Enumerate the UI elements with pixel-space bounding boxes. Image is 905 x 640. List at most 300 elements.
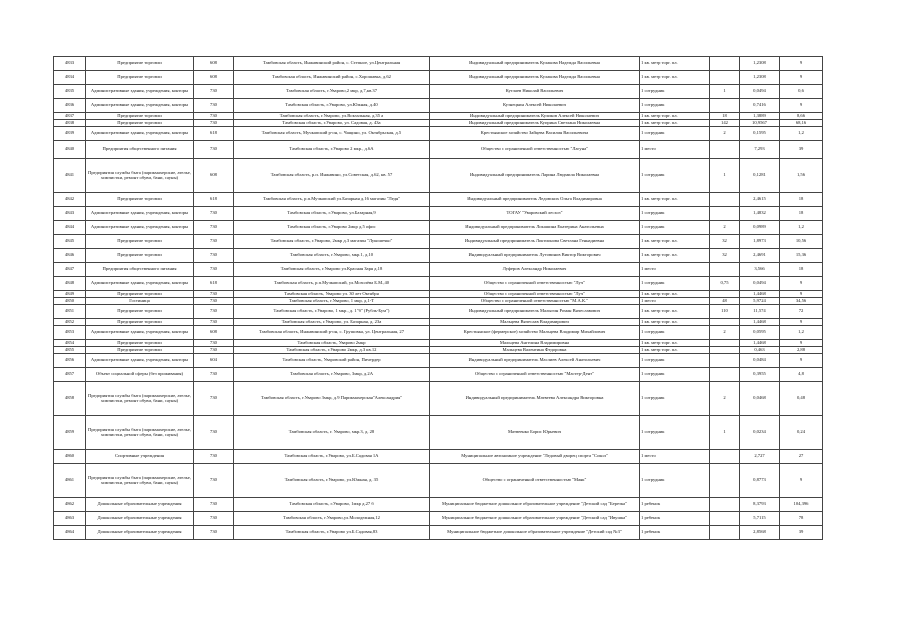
value-cell: 0,1281 bbox=[740, 159, 780, 193]
record-number-cell: 4857 bbox=[54, 368, 86, 382]
rate-cell: 0,24 bbox=[780, 416, 823, 450]
organization-cell: Крестьянское (фермерское) хозяйство Мальцева Владимир Михайлович bbox=[430, 326, 640, 340]
unit-cell: 1 сотрудник bbox=[640, 382, 710, 416]
table-row bbox=[54, 498, 823, 512]
record-number-cell: 4841 bbox=[54, 159, 86, 193]
address-cell: Тамбовская область, р.п.Мучкапский ул.Базарная д.16 магазин "Ледя" bbox=[234, 193, 430, 207]
record-number-cell: 4858 bbox=[54, 382, 86, 416]
rate-cell: 34,56 bbox=[780, 298, 823, 305]
quantity-cell: 0,75 bbox=[710, 277, 740, 291]
value-cell: 8,3793 bbox=[740, 498, 780, 512]
address-cell: Тамбовская область, г.Уварово, 2мкр д.3 магазин "Лукошечко" bbox=[234, 235, 430, 249]
value-cell: 0,0468 bbox=[740, 382, 780, 416]
object-type-cell: Административные здания, учреждения, конторы bbox=[86, 221, 194, 235]
address-cell: Тамбовская область, г.Уварово 2мкр д.5 офис bbox=[234, 221, 430, 235]
object-type-cell: Дошкольные образовательные учреждения bbox=[86, 526, 194, 540]
table-row bbox=[54, 368, 823, 382]
unit-cell: 1 кв. метр торг. пл. bbox=[640, 291, 710, 298]
object-type-cell: Административные здания, учреждения, конторы bbox=[86, 207, 194, 221]
organization-cell: Индивидуальный предприниматель Кулакова Надежда Васильевна bbox=[430, 57, 640, 71]
address-cell: Тамбовская область, г.Уварово 2мкр, д.3 кв.12 bbox=[234, 347, 430, 354]
code-cell: 730 bbox=[194, 221, 234, 235]
object-type-cell: Предприятие торговли bbox=[86, 347, 194, 354]
record-number-cell: 4838 bbox=[54, 120, 86, 127]
organization-cell: Общество с ограниченной ответственностью "Маяк" bbox=[430, 464, 640, 498]
value-cell: 1,3889 bbox=[740, 113, 780, 120]
table-row bbox=[54, 291, 823, 298]
object-type-cell: Административные здания, учреждения, конторы bbox=[86, 354, 194, 368]
code-cell: 730 bbox=[194, 347, 234, 354]
organization-cell: Муниципальное автономное учреждение "Ледовый дворец спорта "Сокол" bbox=[430, 450, 640, 464]
address-cell: Тамбовская область, г.Уварово ул.Б.Садовая,83 bbox=[234, 526, 430, 540]
record-number-cell: 4839 bbox=[54, 127, 86, 141]
table-row bbox=[54, 298, 823, 305]
object-type-cell: Гостиница bbox=[86, 298, 194, 305]
record-number-cell: 4846 bbox=[54, 249, 86, 263]
object-type-cell: Административные здания, учреждения, конторы bbox=[86, 326, 194, 340]
value-cell: 2,4691 bbox=[740, 249, 780, 263]
unit-cell: 1 сотрудник bbox=[640, 354, 710, 368]
rate-cell: 9 bbox=[780, 57, 823, 71]
rate-cell: 9 bbox=[780, 319, 823, 326]
value-cell: 2,727 bbox=[740, 450, 780, 464]
record-number-cell: 4852 bbox=[54, 319, 86, 326]
code-cell: 730 bbox=[194, 207, 234, 221]
rate-cell: 9 bbox=[780, 354, 823, 368]
organization-cell: Индивидуальный предприниматель Маслиев Алексей Анатольевич bbox=[430, 354, 640, 368]
address-cell: Тамбовская область, г.Уварово 3мкр, д.9 Парикмахерская"Александрия" bbox=[234, 382, 430, 416]
address-cell: Тамбовская область, г.Уварово, 3мкр, д.2А bbox=[234, 368, 430, 382]
address-cell: Тамбовская область, г.Уварово ул.Красная Заря д.18 bbox=[234, 263, 430, 277]
quantity-cell bbox=[710, 354, 740, 368]
table-row bbox=[54, 347, 823, 354]
value-cell: 0,8773 bbox=[740, 464, 780, 498]
code-cell: 730 bbox=[194, 319, 234, 326]
quantity-cell bbox=[710, 340, 740, 347]
value-cell: 2,8568 bbox=[740, 526, 780, 540]
quantity-cell bbox=[710, 464, 740, 498]
quantity-cell: 142 bbox=[710, 120, 740, 127]
address-cell: Тамбовская область, г.Уварово 2 мкр., д.6А bbox=[234, 141, 430, 159]
quantity-cell: 2 bbox=[710, 326, 740, 340]
record-number-cell: 4860 bbox=[54, 450, 86, 464]
record-number-cell: 4851 bbox=[54, 305, 86, 319]
rate-cell: 9 bbox=[780, 291, 823, 298]
value-cell: 1,4832 bbox=[740, 207, 780, 221]
rate-cell: 27 bbox=[780, 450, 823, 464]
organization-cell: Кутлаев Николай Васильевич bbox=[430, 85, 640, 99]
quantity-cell bbox=[710, 71, 740, 85]
organization-cell: Мальцева Валентина Федоровна bbox=[430, 347, 640, 354]
record-number-cell: 4850 bbox=[54, 298, 86, 305]
organization-cell: Индивидуальный предприниматель Матвеева Александра Викторовна bbox=[430, 382, 640, 416]
rate-cell: 0,48 bbox=[780, 382, 823, 416]
quantity-cell: 18 bbox=[710, 113, 740, 120]
unit-cell: 1 сотрудник bbox=[640, 221, 710, 235]
code-cell: 730 bbox=[194, 464, 234, 498]
quantity-cell: 48 bbox=[710, 298, 740, 305]
unit-cell: 1 сотрудник bbox=[640, 99, 710, 113]
value-cell: 10,9567 bbox=[740, 120, 780, 127]
code-cell: 730 bbox=[194, 512, 234, 526]
quantity-cell bbox=[710, 141, 740, 159]
quantity-cell: 32 bbox=[710, 235, 740, 249]
organization-cell: Общество с ограниченной ответственностью "Луч" bbox=[430, 291, 640, 298]
quantity-cell: 110 bbox=[710, 305, 740, 319]
table-row bbox=[54, 326, 823, 340]
value-cell: 2,4615 bbox=[740, 193, 780, 207]
unit-cell: 1 сотрудник bbox=[640, 127, 710, 141]
record-number-cell: 4849 bbox=[54, 291, 86, 298]
organization-cell: Мальцева Ангелина Владимировна bbox=[430, 340, 640, 347]
address-cell: Тамбовская область, г.Уварово, ул.Б.Садовая 1А bbox=[234, 450, 430, 464]
record-number-cell: 4835 bbox=[54, 85, 86, 99]
quantity-cell bbox=[710, 263, 740, 277]
value-cell: 0,0494 bbox=[740, 85, 780, 99]
object-type-cell: Предприятия общественного питания bbox=[86, 263, 194, 277]
code-cell: 604 bbox=[194, 354, 234, 368]
unit-cell: 1 сотрудник bbox=[640, 159, 710, 193]
code-cell: 618 bbox=[194, 277, 234, 291]
object-type-cell: Предприятие торговли bbox=[86, 193, 194, 207]
record-number-cell: 4844 bbox=[54, 221, 86, 235]
organization-cell: Общество с ограниченной ответственностью "Лагуна" bbox=[430, 141, 640, 159]
code-cell: 608 bbox=[194, 326, 234, 340]
table-row bbox=[54, 85, 823, 99]
value-cell: 0,0595 bbox=[740, 326, 780, 340]
value-cell: 11,574 bbox=[740, 305, 780, 319]
rate-cell: 1,56 bbox=[780, 159, 823, 193]
quantity-cell bbox=[710, 99, 740, 113]
rate-cell: 9 bbox=[780, 277, 823, 291]
table-row bbox=[54, 221, 823, 235]
record-number-cell: 4842 bbox=[54, 193, 86, 207]
code-cell: 730 bbox=[194, 298, 234, 305]
organization-cell: Кузнецкин Алексей Николаевич bbox=[430, 99, 640, 113]
address-cell: Тамбовская область, г. Уварово, мкр.3, д. 28 bbox=[234, 416, 430, 450]
table-row bbox=[54, 235, 823, 249]
code-cell: 730 bbox=[194, 305, 234, 319]
unit-cell: 1 сотрудник bbox=[640, 207, 710, 221]
value-cell: 5,7115 bbox=[740, 512, 780, 526]
record-number-cell: 4864 bbox=[54, 526, 86, 540]
rate-cell: 39 bbox=[780, 141, 823, 159]
unit-cell: 1 сотрудник bbox=[640, 277, 710, 291]
object-type-cell: Предприятие торговли bbox=[86, 249, 194, 263]
record-number-cell: 4863 bbox=[54, 512, 86, 526]
unit-cell: 1 место bbox=[640, 263, 710, 277]
organization-cell: Индивидуальный предприниматель Ларина Людмила Николаевна bbox=[430, 159, 640, 193]
value-cell: 0,3955 bbox=[740, 368, 780, 382]
value-cell: 1,4468 bbox=[740, 319, 780, 326]
organization-cell: Муниципальное бюджетное дошкольное образовательное учреждение "Детский сад №3" bbox=[430, 526, 640, 540]
unit-cell: 1 место bbox=[640, 298, 710, 305]
unit-cell: 1 кв. метр торг. пл. bbox=[640, 305, 710, 319]
object-type-cell: Предприятие торговли bbox=[86, 71, 194, 85]
object-type-cell: Предприятие торговли bbox=[86, 113, 194, 120]
organization-cell: Индивидуальный предприниматель Куприна Светлана Николаевна bbox=[430, 120, 640, 127]
rate-cell: 4,8 bbox=[780, 368, 823, 382]
organization-cell: Индивидуальный предприниматель Малыгин Роман Вячеславович bbox=[430, 305, 640, 319]
organization-cell: Общество с ограниченной ответственностью "М.А.К." bbox=[430, 298, 640, 305]
record-number-cell: 4861 bbox=[54, 464, 86, 498]
object-type-cell: Дошкольные образовательные учреждения bbox=[86, 512, 194, 526]
rate-cell: 8,66 bbox=[780, 113, 823, 120]
value-cell: 0,0494 bbox=[740, 277, 780, 291]
rate-cell: 72 bbox=[780, 305, 823, 319]
address-cell: Тамбовская область, г.Уварово, ул. Садовая, д. 43а bbox=[234, 120, 430, 127]
object-type-cell: Спортивные учреждения bbox=[86, 450, 194, 464]
unit-cell: 1 кв. метр торг. пл. bbox=[640, 235, 710, 249]
code-cell: 730 bbox=[194, 382, 234, 416]
record-number-cell: 4854 bbox=[54, 340, 86, 347]
quantity-cell bbox=[710, 347, 740, 354]
code-cell: 608 bbox=[194, 57, 234, 71]
object-type-cell: Предприятие торговли bbox=[86, 319, 194, 326]
organization-cell: Индивидуальный предприниматель Ледовских Ольга Владимировна bbox=[430, 193, 640, 207]
table-row bbox=[54, 71, 823, 85]
unit-cell: 1 сотрудник bbox=[640, 85, 710, 99]
unit-cell: 1 ребенок bbox=[640, 512, 710, 526]
record-number-cell: 4833 bbox=[54, 57, 86, 71]
code-cell: 730 bbox=[194, 291, 234, 298]
address-cell: Тамбовская область, г.Уварово, ул.Южная, д.40 bbox=[234, 99, 430, 113]
organization-cell: Муниципальное бюджетное дошкольное образовательное учреждение "Детский сад "Березка" bbox=[430, 498, 640, 512]
organization-cell: Индивидуальный предприниматель Кулакова Надежда Васильевна bbox=[430, 71, 640, 85]
code-cell: 730 bbox=[194, 141, 234, 159]
object-type-cell: Предприятия общественного питания bbox=[86, 141, 194, 159]
rate-cell: 1,2 bbox=[780, 221, 823, 235]
unit-cell: 1 сотрудник bbox=[640, 416, 710, 450]
address-cell: Тамбовская область, Инжавинский район, с. Степное, ул.Центральная bbox=[234, 57, 430, 71]
unit-cell: 1 сотрудник bbox=[640, 326, 710, 340]
code-cell: 730 bbox=[194, 368, 234, 382]
object-type-cell: Предприятия службы быта (парикмахерские, ателье, химчистки, ремонт обуви, бани, сауны) bbox=[86, 416, 194, 450]
object-type-cell: Предприятия службы быта (парикмахерские, ателье, химчистки, ремонт обуви, бани, сауны) bbox=[86, 159, 194, 193]
address-cell: Тамбовская область, г.Уварово, 1 мкр, д.1-Т bbox=[234, 298, 430, 305]
unit-cell: 1 кв. метр торг. пл. bbox=[640, 249, 710, 263]
table-body bbox=[54, 57, 823, 540]
rate-cell: 9 bbox=[780, 464, 823, 498]
table-row bbox=[54, 120, 823, 127]
quantity-cell bbox=[710, 319, 740, 326]
address-cell: Тамбовская область, г.Уварово,2 мкр, д.7,кв.37 bbox=[234, 85, 430, 99]
record-number-cell: 4834 bbox=[54, 71, 86, 85]
rate-cell: 1,2 bbox=[780, 127, 823, 141]
record-number-cell: 4855 bbox=[54, 347, 86, 354]
code-cell: 730 bbox=[194, 249, 234, 263]
rate-cell: 9 bbox=[780, 71, 823, 85]
table-row bbox=[54, 159, 823, 193]
code-cell: 730 bbox=[194, 450, 234, 464]
quantity-cell bbox=[710, 193, 740, 207]
table-row bbox=[54, 382, 823, 416]
rate-cell: 2,88 bbox=[780, 347, 823, 354]
quantity-cell bbox=[710, 450, 740, 464]
code-cell: 618 bbox=[194, 127, 234, 141]
table-row bbox=[54, 305, 823, 319]
quantity-cell: 2 bbox=[710, 382, 740, 416]
object-type-cell: Предприятие торговли bbox=[86, 291, 194, 298]
organization-cell: Общество с ограниченной ответственностью "Луч" bbox=[430, 277, 640, 291]
value-cell: 3,566 bbox=[740, 263, 780, 277]
object-type-cell: Административные здания, учреждения, конторы bbox=[86, 99, 194, 113]
table-row bbox=[54, 57, 823, 71]
value-cell: 0,1595 bbox=[740, 127, 780, 141]
organization-cell: Индивидуальный предприниматель Локашина Екатерина Анатольевна bbox=[430, 221, 640, 235]
quantity-cell bbox=[710, 57, 740, 71]
table-row bbox=[54, 450, 823, 464]
quantity-cell: 1 bbox=[710, 416, 740, 450]
table-row bbox=[54, 113, 823, 120]
organization-cell: Крестьянское хозяйство Зайцева Василия Васильевича bbox=[430, 127, 640, 141]
object-type-cell: Административные здания, учреждения, конторы bbox=[86, 127, 194, 141]
unit-cell: 1 кв. метр торг. пл. bbox=[640, 71, 710, 85]
quantity-cell: 1 bbox=[710, 159, 740, 193]
table-row bbox=[54, 263, 823, 277]
address-cell: Тамбовская область, Уваровский район, Пичердер bbox=[234, 354, 430, 368]
address-cell: Тамбовская область, Уварово ул. 30 лет Октября bbox=[234, 291, 430, 298]
table-row bbox=[54, 319, 823, 326]
rate-cell: 18 bbox=[780, 263, 823, 277]
quantity-cell: 1 bbox=[710, 85, 740, 99]
table-row bbox=[54, 416, 823, 450]
table-row bbox=[54, 526, 823, 540]
address-cell: Тамбовская область, р.п. Инжавино, ул.Советская, д.62, кв. 57 bbox=[234, 159, 430, 193]
code-cell: 608 bbox=[194, 159, 234, 193]
record-number-cell: 4836 bbox=[54, 99, 86, 113]
quantity-cell: 2 bbox=[710, 127, 740, 141]
address-cell: Тамбовская область, Инжавинский район, с.Хорошавка, д.62 bbox=[234, 71, 430, 85]
value-cell: 0,0989 bbox=[740, 221, 780, 235]
value-cell: 1,4468 bbox=[740, 340, 780, 347]
code-cell: 730 bbox=[194, 498, 234, 512]
organization-cell: Общество с ограниченной ответственностью "Мастер-Дент" bbox=[430, 368, 640, 382]
value-cell: 0,7416 bbox=[740, 99, 780, 113]
value-cell: 0,0234 bbox=[740, 416, 780, 450]
organization-cell: Муниципальное бюджетное дошкольное образовательное учреждение "Детский сад "Ивушка" bbox=[430, 512, 640, 526]
record-number-cell: 4837 bbox=[54, 113, 86, 120]
code-cell: 608 bbox=[194, 71, 234, 85]
value-cell: 5,9724 bbox=[740, 298, 780, 305]
address-cell: Тамбовская область, г.Уварово, 1мкр д.27 б bbox=[234, 498, 430, 512]
object-type-cell: Предприятия службы быта (парикмахерские, ателье, химчистки, ремонт обуви, бани, сауны) bbox=[86, 464, 194, 498]
record-number-cell: 4853 bbox=[54, 326, 86, 340]
record-number-cell: 4848 bbox=[54, 277, 86, 291]
quantity-cell: 2 bbox=[710, 221, 740, 235]
quantity-cell bbox=[710, 207, 740, 221]
address-cell: Тамбовская область, г.Уварово,ул.Молодежная,12 bbox=[234, 512, 430, 526]
unit-cell: 1 ребенок bbox=[640, 498, 710, 512]
object-type-cell: Предприятие торговли bbox=[86, 235, 194, 249]
organization-cell: Индивидуальный предприниматель Локтионова Светлана Геннадиевна bbox=[430, 235, 640, 249]
record-number-cell: 4843 bbox=[54, 207, 86, 221]
object-type-cell: Предприятия службы быта (парикмахерские, ателье, химчистки, ремонт обуви, бани, сауны) bbox=[86, 382, 194, 416]
unit-cell: 1 кв. метр торг. пл. bbox=[640, 347, 710, 354]
value-cell: 1,4468 bbox=[740, 291, 780, 298]
table-row bbox=[54, 512, 823, 526]
unit-cell: 1 кв. метр торг. пл. bbox=[640, 113, 710, 120]
value-cell: 1,8973 bbox=[740, 235, 780, 249]
rate-cell: 18 bbox=[780, 193, 823, 207]
unit-cell: 1 сотрудник bbox=[640, 368, 710, 382]
code-cell: 730 bbox=[194, 113, 234, 120]
record-number-cell: 4862 bbox=[54, 498, 86, 512]
table-row bbox=[54, 249, 823, 263]
record-number-cell: 4845 bbox=[54, 235, 86, 249]
rate-cell: 9 bbox=[780, 99, 823, 113]
unit-cell: 1 сотрудник bbox=[640, 464, 710, 498]
rate-cell: 0,6 bbox=[780, 85, 823, 99]
object-type-cell: Дошкольные образовательные учреждения bbox=[86, 498, 194, 512]
object-type-cell: Административные здания, учреждения, конторы bbox=[86, 277, 194, 291]
address-cell: Тамбовская область, г.Уварово, 1 мкр., д. 1"б" (Рубль-Бум") bbox=[234, 305, 430, 319]
address-cell: Тамбовская область, р.п.Мучкапский, ул.Мозолёва Б.М.,40 bbox=[234, 277, 430, 291]
object-type-cell: Предприятие торговли bbox=[86, 57, 194, 71]
organization-cell: Индивидуальный предприниматель Лутовинов Виктор Викторович bbox=[430, 249, 640, 263]
object-type-cell: Административные здания, учреждения, конторы bbox=[86, 85, 194, 99]
code-cell: 730 bbox=[194, 263, 234, 277]
quantity-cell bbox=[710, 512, 740, 526]
unit-cell: 1 место bbox=[640, 450, 710, 464]
organization-cell: Луферов Александр Николаевич bbox=[430, 263, 640, 277]
unit-cell: 1 кв. метр торг. пл. bbox=[640, 340, 710, 347]
record-number-cell: 4840 bbox=[54, 141, 86, 159]
quantity-cell bbox=[710, 291, 740, 298]
table-row bbox=[54, 141, 823, 159]
records-table bbox=[53, 56, 823, 540]
rate-cell: 18 bbox=[780, 207, 823, 221]
table-row bbox=[54, 207, 823, 221]
value-cell: 1,2308 bbox=[740, 57, 780, 71]
table-row bbox=[54, 99, 823, 113]
table-row bbox=[54, 464, 823, 498]
unit-cell: 1 кв. метр торг. пл. bbox=[640, 57, 710, 71]
rate-cell: 10,56 bbox=[780, 235, 823, 249]
object-type-cell: Предприятие торговли bbox=[86, 120, 194, 127]
document-page bbox=[53, 56, 822, 540]
code-cell: 730 bbox=[194, 85, 234, 99]
table-row bbox=[54, 277, 823, 291]
table-row bbox=[54, 340, 823, 347]
organization-cell: Мальцева Вячеслав Владимирович bbox=[430, 319, 640, 326]
address-cell: Тамбовская область, г.Уварово, ул.Вокзальная, д.35 а bbox=[234, 113, 430, 120]
rate-cell: 9 bbox=[780, 340, 823, 347]
code-cell: 730 bbox=[194, 416, 234, 450]
object-type-cell: Объект социальной сферы (без проживания) bbox=[86, 368, 194, 382]
value-cell: 7,293 bbox=[740, 141, 780, 159]
rate-cell: 1,2 bbox=[780, 326, 823, 340]
organization-cell: Матвеенко Борис Юрьевич bbox=[430, 416, 640, 450]
record-number-cell: 4847 bbox=[54, 263, 86, 277]
value-cell: 1,2308 bbox=[740, 71, 780, 85]
code-cell: 730 bbox=[194, 120, 234, 127]
table-row bbox=[54, 127, 823, 141]
record-number-cell: 4859 bbox=[54, 416, 86, 450]
rate-cell: 39 bbox=[780, 526, 823, 540]
rate-cell: 68,16 bbox=[780, 120, 823, 127]
code-cell: 730 bbox=[194, 99, 234, 113]
unit-cell: 1 кв. метр торг. пл. bbox=[640, 319, 710, 326]
value-cell: 0,0484 bbox=[740, 354, 780, 368]
address-cell: Тамбовская область, Мучкапский р-он, с. Чащино, ул. Октябрьская, д.5 bbox=[234, 127, 430, 141]
object-type-cell: Предприятие торговли bbox=[86, 340, 194, 347]
quantity-cell bbox=[710, 526, 740, 540]
quantity-cell bbox=[710, 368, 740, 382]
address-cell: Тамбовская область, г.Уварово, мкр.1, д.10 bbox=[234, 249, 430, 263]
address-cell: Тамбовская область, г.Уварово, ул.Южная, д. 35 bbox=[234, 464, 430, 498]
unit-cell: 1 ребенок bbox=[640, 526, 710, 540]
